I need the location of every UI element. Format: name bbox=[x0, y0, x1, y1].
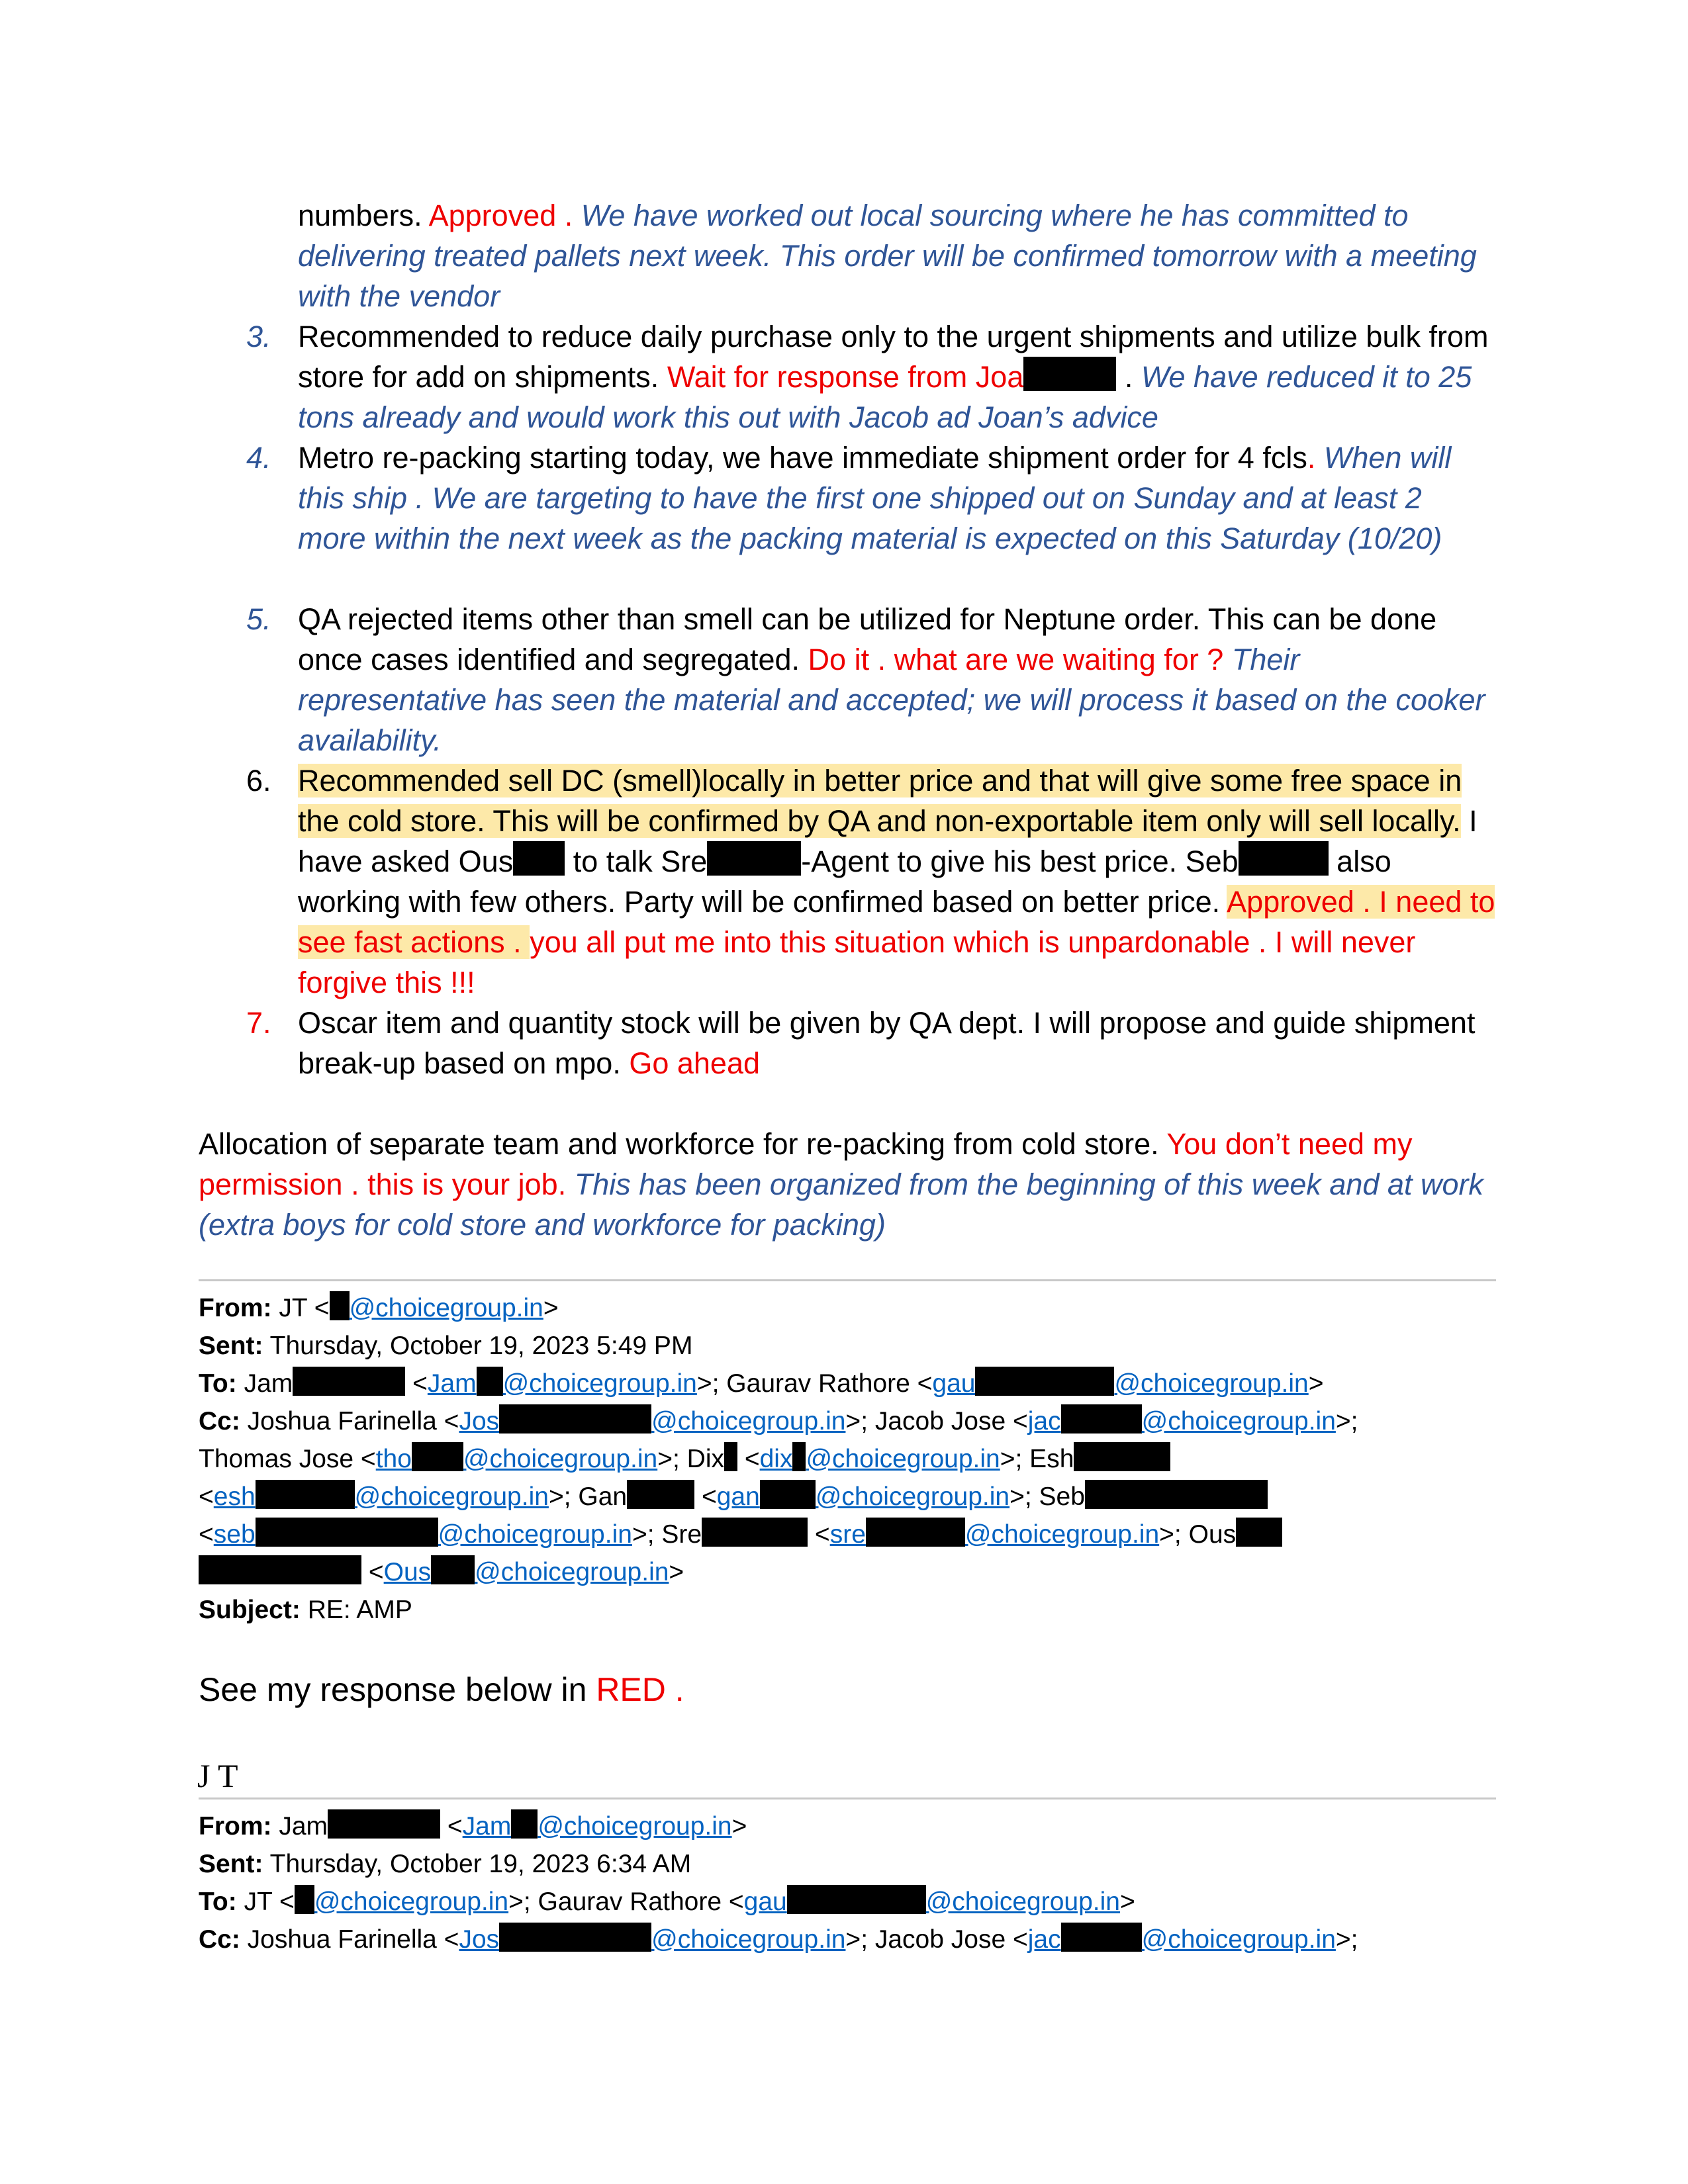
email-separator bbox=[199, 1797, 1496, 1799]
recipient-text: < bbox=[808, 1520, 830, 1549]
redaction-block bbox=[1085, 1480, 1268, 1509]
bracket-text: > bbox=[1308, 1369, 1324, 1398]
redaction-block bbox=[199, 1555, 361, 1584]
redaction-block bbox=[477, 1367, 503, 1396]
item-text: -Agent to give his best price. Seb bbox=[801, 844, 1239, 878]
email-link[interactable]: sre bbox=[829, 1520, 866, 1549]
signature: J T bbox=[197, 1757, 238, 1794]
recipient-text: < bbox=[361, 1558, 384, 1586]
subject-line bbox=[199, 1591, 1496, 1629]
field-label: Sent: bbox=[199, 1850, 263, 1878]
item-text: Recommended to reduce daily purchase only to the urgent shipments and utilize bulk from store for add on shipments. bbox=[298, 320, 1489, 394]
red-response: you all put me into this situation which is unpardonable . I will never forgive this !!! bbox=[298, 925, 1416, 999]
redaction-block bbox=[707, 841, 801, 876]
blue-reply: Their representative has seen the material and accepted; we will process it based on the cooker availability. bbox=[298, 643, 1485, 757]
email-link[interactable]: jac bbox=[1027, 1407, 1061, 1435]
list-item-6 bbox=[298, 760, 1496, 1003]
email-link[interactable]: Jos bbox=[459, 1925, 500, 1954]
redaction-block bbox=[256, 1480, 355, 1509]
email-link[interactable]: gau bbox=[743, 1888, 787, 1916]
sent-date: Thursday, October 19, 2023 6:34 AM bbox=[263, 1850, 692, 1878]
redaction-block bbox=[499, 1923, 651, 1952]
redaction-block bbox=[511, 1809, 538, 1839]
email-link[interactable]: tho bbox=[375, 1445, 412, 1473]
bracket-text: > bbox=[543, 1294, 559, 1322]
recipient-text: Joshua Farinella < bbox=[240, 1407, 459, 1435]
email-link[interactable]: Jos bbox=[459, 1407, 500, 1435]
redaction-block bbox=[431, 1555, 475, 1584]
redaction-block bbox=[627, 1480, 694, 1509]
red-response: You don’t need my permission . this is your job. bbox=[199, 1127, 1413, 1201]
from-line bbox=[199, 1289, 1496, 1327]
redaction-block bbox=[328, 1809, 440, 1839]
recipient-text: >; Jacob Jose < bbox=[845, 1925, 1028, 1954]
list-number-4: 4. bbox=[246, 441, 271, 475]
blue-reply: This has been organized from the beginning of this week and at work (extra boys for cold store and workforce for packing) bbox=[199, 1167, 1484, 1242]
cc-line-2 bbox=[199, 1440, 1496, 1478]
cc-line bbox=[199, 1402, 1496, 1440]
redaction-block bbox=[866, 1518, 965, 1547]
list-item-3 bbox=[298, 316, 1496, 437]
field-label: To: bbox=[199, 1888, 237, 1916]
allocation-paragraph bbox=[199, 1124, 1496, 1245]
list-item-7 bbox=[298, 1003, 1496, 1083]
from-line bbox=[199, 1807, 1496, 1845]
redaction-block bbox=[760, 1480, 816, 1509]
bracket-text: > bbox=[731, 1812, 747, 1841]
email-link[interactable]: @choicegroup.in bbox=[538, 1812, 732, 1841]
red-response: Approved . bbox=[428, 199, 581, 232]
sent-line bbox=[199, 1845, 1496, 1883]
item-text: I have asked Ous bbox=[298, 804, 1477, 878]
to-line bbox=[199, 1883, 1496, 1921]
recipient-text: >; Jacob Jose < bbox=[845, 1407, 1028, 1435]
redaction-block bbox=[330, 1291, 350, 1320]
recipient-text: >; bbox=[1335, 1925, 1358, 1954]
email-link[interactable]: jac bbox=[1027, 1925, 1061, 1954]
email-header-1 bbox=[199, 1289, 1496, 1629]
recipient-text: >; Esh bbox=[1000, 1445, 1074, 1473]
recipient-text: >; bbox=[1335, 1407, 1358, 1435]
list-number-5: 5. bbox=[246, 602, 271, 636]
recipient-text: < bbox=[405, 1369, 428, 1398]
response-text: See my response below in bbox=[199, 1671, 596, 1708]
email-link[interactable]: @choicegroup.in bbox=[651, 1407, 846, 1435]
recipient-text: < bbox=[199, 1520, 214, 1549]
field-label: From: bbox=[199, 1812, 272, 1841]
redaction-block bbox=[1061, 1404, 1142, 1433]
blue-reply: We have reduced it to 25 tons already and would work this out with Jacob ad Joan’s advice bbox=[298, 360, 1472, 434]
recipient-text: Joshua Farinella < bbox=[240, 1925, 459, 1954]
red-response: Wait for response from Joa bbox=[667, 360, 1024, 394]
redaction-block bbox=[702, 1518, 808, 1547]
cc-line-5 bbox=[199, 1553, 1496, 1591]
recipient-text: >; Sre bbox=[632, 1520, 702, 1549]
redaction-block bbox=[293, 1367, 405, 1396]
item-text: Oscar item and quantity stock will be given by QA dept. I will propose and guide shipment break-up based on mpo. bbox=[298, 1006, 1476, 1080]
list-item-4 bbox=[298, 437, 1496, 559]
recipient-text: < bbox=[440, 1812, 463, 1841]
email-link[interactable]: Jam bbox=[427, 1369, 477, 1398]
redaction-block bbox=[792, 1442, 806, 1471]
subject-text: RE: AMP bbox=[300, 1596, 412, 1624]
red-response: Go ahead bbox=[629, 1046, 760, 1080]
sender-name: Jam bbox=[271, 1812, 328, 1841]
blue-reply: We have worked out local sourcing where he has committed to delivering treated pallets next week. This order will be confirmed tomorrow with a meeting with the vendor bbox=[298, 199, 1477, 313]
email-link[interactable]: esh bbox=[213, 1482, 256, 1511]
recipient-text: >; Gaurav Rathore < bbox=[508, 1888, 744, 1916]
email-link[interactable]: @choicegroup.in bbox=[1141, 1407, 1336, 1435]
field-label: To: bbox=[199, 1369, 237, 1398]
email-link[interactable]: Ous bbox=[383, 1558, 432, 1586]
recipient-text: >; Gaurav Rathore < bbox=[696, 1369, 933, 1398]
redaction-block bbox=[513, 841, 565, 876]
sent-line bbox=[199, 1327, 1496, 1365]
field-label: Sent: bbox=[199, 1332, 263, 1360]
recipient-text: < bbox=[199, 1482, 214, 1511]
email-link[interactable]: @choicegroup.in bbox=[475, 1558, 669, 1586]
recipient-text: Jam bbox=[236, 1369, 293, 1398]
email-link[interactable]: gau bbox=[932, 1369, 976, 1398]
email-link[interactable]: @choicegroup.in bbox=[964, 1520, 1160, 1549]
field-label: Cc: bbox=[199, 1407, 240, 1435]
red-highlighted-response: Approved . I need to see fast actions . bbox=[298, 885, 1495, 959]
email-link[interactable]: dix bbox=[759, 1445, 793, 1473]
sent-date: Thursday, October 19, 2023 5:49 PM bbox=[263, 1332, 693, 1360]
field-label: Subject: bbox=[199, 1596, 301, 1624]
item-text: . bbox=[1116, 360, 1141, 394]
recipient-text: < bbox=[694, 1482, 717, 1511]
redaction-block bbox=[724, 1442, 737, 1471]
redaction-block bbox=[1236, 1518, 1282, 1547]
email-link[interactable]: gan bbox=[716, 1482, 760, 1511]
cc-line bbox=[199, 1921, 1496, 1958]
sender-name: JT < bbox=[271, 1294, 330, 1322]
red-response: RED . bbox=[596, 1671, 684, 1708]
email-header-2 bbox=[199, 1807, 1496, 1958]
blue-reply: When will this ship . We are targeting to have the first one shipped out on Sunday and at least 2 more within the next week as the packing material is expected on this Saturday (10/20) bbox=[298, 441, 1452, 555]
item-text: Metro re-packing starting today, we have immediate shipment order for 4 fcls bbox=[298, 441, 1307, 475]
email-link[interactable]: @choicegroup.in bbox=[354, 1482, 549, 1511]
redaction-block bbox=[1023, 357, 1116, 391]
redaction-block bbox=[787, 1885, 926, 1914]
email-link[interactable]: @choicegroup.in bbox=[502, 1369, 697, 1398]
email-link[interactable]: @choicegroup.in bbox=[349, 1294, 543, 1322]
email-link[interactable]: @choicegroup.in bbox=[806, 1445, 1000, 1473]
red-response: . bbox=[1307, 441, 1324, 475]
redaction-block bbox=[412, 1442, 463, 1471]
recipient-text: >; Dix bbox=[657, 1445, 724, 1473]
redaction-block bbox=[499, 1404, 651, 1433]
redaction-block bbox=[1074, 1442, 1170, 1471]
red-response: Do it . what are we waiting for ? bbox=[808, 643, 1232, 676]
list-number-6: 6. bbox=[246, 764, 271, 797]
item-text: numbers. bbox=[298, 199, 429, 232]
to-line bbox=[199, 1365, 1496, 1402]
recipient-text: >; Ous bbox=[1159, 1520, 1237, 1549]
bracket-text: > bbox=[669, 1558, 684, 1586]
item-text: Allocation of separate team and workforce for re-packing from cold store. bbox=[199, 1127, 1167, 1161]
item-text: QA rejected items other than smell can be utilized for Neptune order. This can be done once cases identified and segregated. bbox=[298, 602, 1437, 676]
redaction-block bbox=[295, 1885, 314, 1914]
bracket-text: > bbox=[1119, 1888, 1135, 1916]
cc-line-4 bbox=[199, 1516, 1496, 1553]
email-link[interactable]: @choicegroup.in bbox=[463, 1445, 658, 1473]
item-text: to talk Sre bbox=[565, 844, 708, 878]
item-text: also working with few others. Party will be confirmed based on better price. bbox=[298, 844, 1391, 919]
list-item-2-continued bbox=[298, 195, 1496, 316]
email-link[interactable]: seb bbox=[213, 1520, 256, 1549]
redaction-block bbox=[975, 1367, 1114, 1396]
recipient-text: < bbox=[737, 1445, 760, 1473]
email-link[interactable]: @choicegroup.in bbox=[314, 1888, 509, 1916]
redaction-block bbox=[1239, 841, 1329, 876]
recipient-text: >; Seb bbox=[1009, 1482, 1085, 1511]
recipient-text: JT < bbox=[236, 1888, 295, 1916]
email-link[interactable]: Jam bbox=[462, 1812, 512, 1841]
email-link[interactable]: @choicegroup.in bbox=[815, 1482, 1010, 1511]
list-item-5 bbox=[298, 599, 1496, 760]
highlighted-text: Recommended sell DC (smell)locally in better price and that will give some free space in the cold store. This will be confirmed by QA and non-exportable item only will sell locally. bbox=[298, 764, 1462, 838]
response-note bbox=[199, 1668, 684, 1711]
field-label: From: bbox=[199, 1294, 272, 1322]
field-label: Cc: bbox=[199, 1925, 240, 1954]
redaction-block bbox=[1061, 1923, 1142, 1952]
email-separator bbox=[199, 1279, 1496, 1281]
email-link[interactable]: @choicegroup.in bbox=[1141, 1925, 1336, 1954]
recipient-text: Thomas Jose < bbox=[199, 1445, 376, 1473]
email-link[interactable]: @choicegroup.in bbox=[1114, 1369, 1309, 1398]
list-number-3: 3. bbox=[246, 320, 271, 353]
email-link[interactable]: @choicegroup.in bbox=[925, 1888, 1120, 1916]
redaction-block bbox=[256, 1518, 438, 1547]
recipient-text: >; Gan bbox=[548, 1482, 628, 1511]
list-number-7: 7. bbox=[246, 1006, 271, 1040]
email-link[interactable]: @choicegroup.in bbox=[438, 1520, 632, 1549]
cc-line-3 bbox=[199, 1478, 1496, 1516]
email-link[interactable]: @choicegroup.in bbox=[651, 1925, 846, 1954]
